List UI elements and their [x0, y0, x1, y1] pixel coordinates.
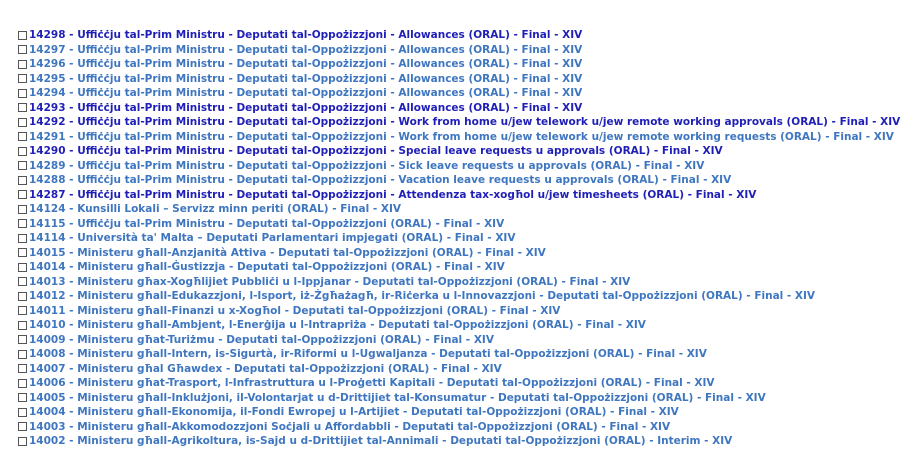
- select-checkbox[interactable]: [18, 161, 27, 170]
- document-link[interactable]: [29, 376, 715, 391]
- separator: -: [65, 72, 78, 85]
- list-item: [18, 434, 800, 449]
- document-link[interactable]: [29, 318, 646, 333]
- document-title: Ministeru għax-Xogħlijiet Pubbliċi u l-Ippjanar - Deputati tal-Oppożizzjoni (ORAL) - Final - XIV: [77, 275, 631, 288]
- document-id: 14288: [29, 174, 66, 186]
- list-item: [18, 43, 800, 58]
- document-id: 14293: [29, 101, 66, 114]
- document-id: 14294: [29, 87, 66, 99]
- document-link[interactable]: [29, 275, 630, 290]
- document-title: Ministeru għall-Ġustizzja - Deputati tal-Oppożizzjoni (ORAL) - Final - XIV: [77, 261, 505, 273]
- document-id: 14007: [29, 362, 66, 375]
- document-link[interactable]: [29, 188, 756, 203]
- document-title: Uffiċċju tal-Prim Ministru - Deputati tal-Oppożizzjoni - Work from home u/jew telework u/jew remote working requests (ORAL) - Final - XIV: [77, 130, 894, 143]
- document-title: Ministeru għall-Finanzi u x-Xogħol - Deputati tal-Oppożizzjoni (ORAL) - Final - XIV: [77, 304, 561, 317]
- document-link[interactable]: [29, 28, 582, 43]
- separator: -: [65, 319, 78, 331]
- select-checkbox[interactable]: [18, 89, 27, 98]
- list-item: [18, 101, 800, 116]
- separator: -: [65, 391, 78, 404]
- document-title: Ministeru għall-Edukazzjoni, l-Isport, iż-Żgħażagħ, ir-Riċerka u l-Innovazzjoni - Deputati tal-Oppożizzjoni (ORAL) - Final - XIV: [77, 290, 816, 302]
- list-item: [18, 217, 800, 232]
- separator: -: [65, 232, 78, 244]
- document-link[interactable]: [29, 115, 900, 130]
- separator: -: [65, 145, 78, 157]
- select-checkbox[interactable]: [18, 74, 27, 83]
- list-item: [18, 304, 800, 319]
- document-title: Uffiċċju tal-Prim Ministru - Deputati tal-Oppożizzjoni - Allowances (ORAL) - Final - XIV: [77, 29, 583, 41]
- document-title: Uffiċċju tal-Prim Ministru - Deputati tal-Oppożizzjoni - Vacation leave requests u approvals (ORAL) - Final - XIV: [77, 174, 732, 186]
- document-link[interactable]: [29, 405, 679, 420]
- separator: -: [65, 304, 78, 317]
- document-title: Ministeru għall-Inklużjoni, il-Volontarjat u d-Drittijiet tal-Konsumatur - Deputati tal-Oppożizzjoni (ORAL) - Final - XIV: [77, 391, 766, 404]
- separator: -: [65, 377, 78, 389]
- document-link[interactable]: [29, 57, 582, 72]
- separator: -: [65, 101, 78, 114]
- separator: -: [65, 87, 78, 99]
- separator: -: [65, 203, 78, 215]
- document-link[interactable]: [29, 304, 560, 319]
- document-title: Ministeru għall-Ambjent, l-Enerġija u l-Intrapriża - Deputati tal-Oppożizzjoni (ORAL) - Final - XIV: [77, 319, 646, 331]
- document-title: Ministeru għall-Agrikoltura, is-Sajd u d-Drittijiet tal-Annimali - Deputati tal-Oppożizzjoni (ORAL) - Interim - XIV: [77, 435, 733, 447]
- document-title: Uffiċċju tal-Prim Ministru - Deputati tal-Oppożizzjoni - Allowances (ORAL) - Final - XIV: [77, 58, 583, 70]
- document-id: 14002: [29, 435, 66, 447]
- document-id: 14009: [29, 333, 66, 346]
- separator: -: [65, 159, 78, 172]
- separator: -: [65, 275, 78, 288]
- document-id: 14012: [29, 290, 66, 302]
- document-link[interactable]: [29, 260, 505, 275]
- document-id: 14297: [29, 43, 66, 56]
- list-item: [18, 420, 800, 435]
- list-item: [18, 159, 800, 174]
- select-checkbox[interactable]: [18, 335, 27, 344]
- document-list: [18, 28, 900, 449]
- list-item: [18, 289, 816, 304]
- document-id: 14115: [29, 217, 66, 230]
- select-checkbox[interactable]: [18, 147, 27, 156]
- document-id: 14004: [29, 406, 66, 418]
- document-title: Ministeru għat-Turiżmu - Deputati tal-Oppożizzjoni (ORAL) - Final - XIV: [77, 333, 494, 346]
- select-checkbox[interactable]: [18, 31, 27, 40]
- select-checkbox[interactable]: [18, 393, 27, 402]
- select-checkbox[interactable]: [18, 45, 27, 54]
- select-checkbox[interactable]: [18, 277, 27, 286]
- select-checkbox[interactable]: [18, 60, 27, 69]
- select-checkbox[interactable]: [18, 321, 27, 330]
- list-item: [18, 115, 900, 130]
- separator: -: [65, 246, 78, 259]
- document-id: 14005: [29, 391, 66, 404]
- document-id: 14287: [29, 188, 66, 201]
- document-title: Uffiċċju tal-Prim Ministru - Deputati tal-Oppożizzjoni - Allowances (ORAL) - Final - XIV: [77, 43, 583, 56]
- document-id: 14289: [29, 159, 66, 172]
- document-title: Ministeru għat-Trasport, l-Infrastruttura u l-Proġetti Kapitali - Deputati tal-Oppożizzjoni (ORAL) - Final - XIV: [77, 377, 715, 389]
- select-checkbox[interactable]: [18, 234, 27, 243]
- document-id: 14006: [29, 377, 66, 389]
- list-item: [18, 260, 800, 275]
- select-checkbox[interactable]: [18, 118, 27, 127]
- document-title: Ministeru għall-Anzjanità Attiva - Deputati tal-Oppożizzjoni (ORAL) - Final - XIV: [77, 246, 546, 259]
- separator: -: [65, 116, 78, 128]
- document-id: 14013: [29, 275, 66, 288]
- document-link[interactable]: [29, 144, 723, 159]
- document-link[interactable]: [29, 391, 766, 406]
- document-id: 14292: [29, 116, 66, 128]
- select-checkbox[interactable]: [18, 379, 27, 388]
- document-link[interactable]: [29, 202, 401, 217]
- select-checkbox[interactable]: [18, 219, 27, 228]
- separator: -: [65, 130, 78, 143]
- document-title: Uffiċċju tal-Prim Ministru - Deputati tal-Oppożizzjoni - Attendenza tax-xogħol u/jew timesheets (ORAL) - Final - XIV: [77, 188, 757, 201]
- list-item: [18, 188, 800, 203]
- separator: -: [65, 420, 78, 433]
- select-checkbox[interactable]: [18, 103, 27, 112]
- document-link[interactable]: [29, 246, 546, 261]
- separator: -: [65, 435, 78, 447]
- select-checkbox[interactable]: [18, 132, 27, 141]
- select-checkbox[interactable]: [18, 408, 27, 417]
- document-id: 14291: [29, 130, 66, 143]
- document-link[interactable]: [29, 217, 504, 232]
- document-link[interactable]: [29, 130, 894, 145]
- document-title: Università ta' Malta – Deputati Parlamentari impjegati (ORAL) - Final - XIV: [77, 232, 516, 244]
- list-item: [18, 333, 800, 348]
- document-title: Ministeru għall-Intern, is-Sigurtà, ir-Riformi u l-Ugwaljanza - Deputati tal-Oppożizzjoni (ORAL) - Final - XIV: [77, 348, 707, 360]
- document-link[interactable]: [29, 101, 582, 116]
- document-title: Uffiċċju tal-Prim Ministru - Deputati tal-Oppożizzjoni - Allowances (ORAL) - Final - XIV: [77, 72, 583, 85]
- document-link[interactable]: [29, 86, 582, 101]
- separator: -: [65, 406, 78, 418]
- document-id: 14290: [29, 145, 66, 157]
- document-link[interactable]: [29, 72, 582, 87]
- document-id: 14010: [29, 319, 66, 331]
- document-title: Ministeru għall-Akkomodozzjoni Soċjali u Affordabbli - Deputati tal-Oppożizzjoni (ORAL) - Final - XIV: [77, 420, 671, 433]
- separator: -: [65, 29, 78, 41]
- document-link[interactable]: [29, 362, 502, 377]
- list-item: [18, 318, 800, 333]
- document-title: Ministeru għall-Ekonomija, il-Fondi Ewropej u l-Artijiet - Deputati tal-Oppożizzjoni (ORAL) - Final - XIV: [77, 406, 679, 418]
- document-title: Uffiċċju tal-Prim Ministru - Deputati tal-Oppożizzjoni - Special leave requests u approvals (ORAL) - Final - XIV: [77, 145, 723, 157]
- list-item: [18, 86, 800, 101]
- select-checkbox[interactable]: [18, 263, 27, 272]
- document-title: Uffiċċju tal-Prim Ministru - Deputati tal-Oppożizzjoni - Work from home u/jew telework u/jew remote working approvals (ORAL) - Final - XIV: [77, 116, 900, 128]
- document-link[interactable]: [29, 159, 704, 174]
- select-checkbox[interactable]: [18, 176, 27, 185]
- list-item: [18, 246, 800, 261]
- list-item: [18, 202, 800, 217]
- document-link[interactable]: [29, 347, 707, 362]
- list-item: [18, 391, 800, 406]
- document-link[interactable]: [29, 420, 670, 435]
- document-title: Kunsilli Lokali – Servizz minn periti (ORAL) - Final - XIV: [77, 203, 401, 215]
- document-id: 14296: [29, 58, 66, 70]
- document-link[interactable]: [29, 434, 732, 449]
- separator: -: [65, 333, 78, 346]
- document-title: Uffiċċju tal-Prim Ministru - Deputati tal-Oppożizzjoni - Sick leave requests u approvals (ORAL) - Final - XIV: [77, 159, 705, 172]
- document-id: 14124: [29, 203, 66, 215]
- separator: -: [65, 290, 78, 302]
- select-checkbox[interactable]: [18, 205, 27, 214]
- list-item: [18, 130, 894, 145]
- document-title: Ministeru għal Għawdex - Deputati tal-Oppożizzjoni (ORAL) - Final - XIV: [77, 362, 502, 375]
- list-item: [18, 144, 800, 159]
- list-item: [18, 362, 800, 377]
- select-checkbox[interactable]: [18, 422, 27, 431]
- document-id: 14298: [29, 29, 66, 41]
- document-link[interactable]: [29, 43, 582, 58]
- list-item: [18, 57, 800, 72]
- document-id: 14014: [29, 261, 66, 273]
- separator: -: [65, 174, 78, 186]
- separator: -: [65, 58, 78, 70]
- list-item: [18, 347, 800, 362]
- separator: -: [65, 188, 78, 201]
- document-link[interactable]: [29, 173, 731, 188]
- document-id: 14008: [29, 348, 66, 360]
- document-id: 14011: [29, 304, 66, 317]
- select-checkbox[interactable]: [18, 364, 27, 373]
- select-checkbox[interactable]: [18, 350, 27, 359]
- list-item: [18, 173, 800, 188]
- document-link[interactable]: [29, 289, 815, 304]
- document-title: Uffiċċju tal-Prim Ministru - Deputati tal-Oppożizzjoni - Allowances (ORAL) - Final - XIV: [77, 87, 583, 99]
- select-checkbox[interactable]: [18, 248, 27, 257]
- document-id: 14003: [29, 420, 66, 433]
- separator: -: [65, 348, 78, 360]
- separator: -: [65, 261, 78, 273]
- document-id: 14114: [29, 232, 66, 244]
- list-item: [18, 28, 800, 43]
- select-checkbox[interactable]: [18, 292, 27, 301]
- separator: -: [65, 43, 78, 56]
- list-item: [18, 376, 800, 391]
- list-item: [18, 405, 800, 420]
- document-id: 14295: [29, 72, 66, 85]
- select-checkbox[interactable]: [18, 190, 27, 199]
- document-title: Uffiċċju tal-Prim Ministru - Deputati tal-Oppożizzjoni (ORAL) - Final - XIV: [77, 217, 505, 230]
- list-item: [18, 72, 800, 87]
- select-checkbox[interactable]: [18, 306, 27, 315]
- document-title: Uffiċċju tal-Prim Ministru - Deputati tal-Oppożizzjoni - Allowances (ORAL) - Final - XIV: [77, 101, 583, 114]
- list-item: [18, 275, 800, 290]
- select-checkbox[interactable]: [18, 437, 27, 446]
- document-link[interactable]: [29, 333, 494, 348]
- separator: -: [65, 362, 78, 375]
- document-id: 14015: [29, 246, 66, 259]
- list-item: [18, 231, 800, 246]
- document-link[interactable]: [29, 231, 515, 246]
- separator: -: [65, 217, 78, 230]
